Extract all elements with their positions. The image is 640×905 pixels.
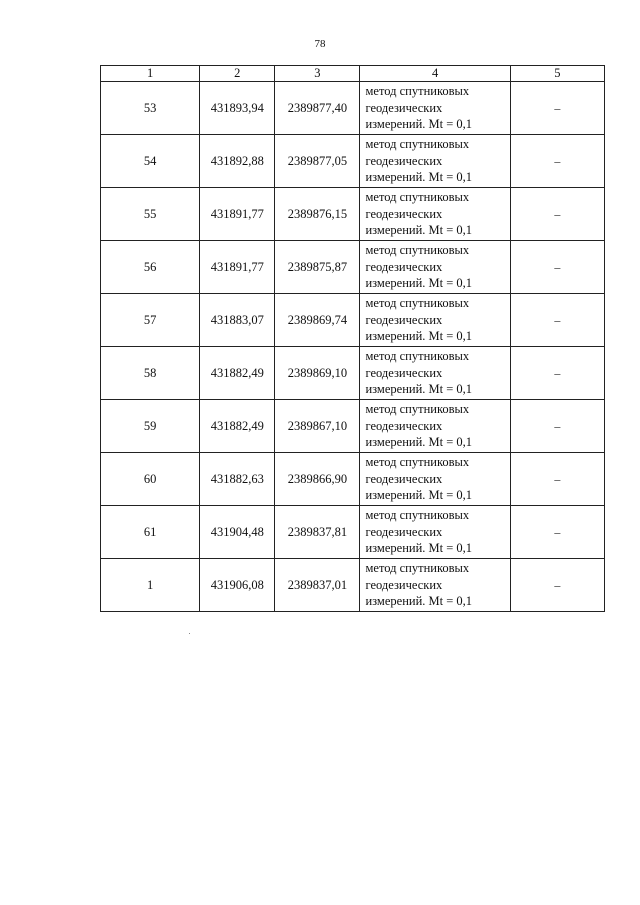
method-line: геодезических [365,206,443,221]
method-line: измерений. Mt = 0,1 [365,488,473,503]
method-line: измерений. Mt = 0,1 [365,223,473,238]
method-line: метод спутниковых [365,190,470,205]
y-coordinate-cell: 2389837,81 [275,506,360,559]
header-cell-3: 3 [275,66,360,82]
point-number-cell: 61 [101,506,200,559]
table-row [101,400,605,453]
method-cell [360,294,510,347]
method-line: метод спутниковых [365,402,470,417]
method-line: метод спутниковых [365,349,470,364]
method-cell [360,400,510,453]
header-cell-5: 5 [510,66,604,82]
method-line: измерений. Mt = 0,1 [365,382,473,397]
method-cell [360,241,510,294]
scan-dot [189,633,190,634]
note-cell: – [510,347,604,400]
method-line: метод спутниковых [365,455,470,470]
table-header-row [101,66,605,82]
method-cell [360,506,510,559]
y-coordinate-cell: 2389869,10 [275,347,360,400]
point-number-cell: 58 [101,347,200,400]
method-cell [360,347,510,400]
x-coordinate-cell: 431892,88 [200,135,275,188]
method-line: метод спутниковых [365,84,470,99]
table-row [101,506,605,559]
method-line: метод спутниковых [365,508,470,523]
method-line: геодезических [365,312,443,327]
method-line: геодезических [365,100,443,115]
header-cell-1: 1 [101,66,200,82]
table-body [101,82,605,612]
y-coordinate-cell: 2389867,10 [275,400,360,453]
x-coordinate-cell: 431891,77 [200,241,275,294]
method-line: геодезических [365,524,443,539]
method-line: измерений. Mt = 0,1 [365,594,473,609]
table-row [101,294,605,347]
x-coordinate-cell: 431891,77 [200,188,275,241]
note-cell: – [510,188,604,241]
note-cell: – [510,135,604,188]
point-number-cell: 60 [101,453,200,506]
method-line: измерений. Mt = 0,1 [365,276,473,291]
note-cell: – [510,453,604,506]
point-number-cell: 55 [101,188,200,241]
table-row [101,453,605,506]
method-line: метод спутниковых [365,561,470,576]
coordinates-table [100,65,605,612]
y-coordinate-cell: 2389866,90 [275,453,360,506]
x-coordinate-cell: 431893,94 [200,82,275,135]
point-number-cell: 56 [101,241,200,294]
y-coordinate-cell: 2389869,74 [275,294,360,347]
method-line: измерений. Mt = 0,1 [365,329,473,344]
method-cell [360,559,510,612]
method-line: метод спутниковых [365,296,470,311]
table-row [101,241,605,294]
point-number-cell: 1 [101,559,200,612]
point-number-cell: 53 [101,82,200,135]
point-number-cell: 57 [101,294,200,347]
method-line: геодезических [365,153,443,168]
table-row [101,82,605,135]
x-coordinate-cell: 431882,49 [200,347,275,400]
y-coordinate-cell: 2389837,01 [275,559,360,612]
method-line: метод спутниковых [365,137,470,152]
header-cell-2: 2 [200,66,275,82]
note-cell: – [510,82,604,135]
x-coordinate-cell: 431882,63 [200,453,275,506]
note-cell: – [510,400,604,453]
note-cell: – [510,559,604,612]
table-row [101,347,605,400]
point-number-cell: 54 [101,135,200,188]
note-cell: – [510,294,604,347]
method-line: измерений. Mt = 0,1 [365,117,473,132]
method-cell [360,188,510,241]
x-coordinate-cell: 431904,48 [200,506,275,559]
method-line: измерений. Mt = 0,1 [365,541,473,556]
method-cell [360,135,510,188]
point-number-cell: 59 [101,400,200,453]
y-coordinate-cell: 2389875,87 [275,241,360,294]
method-line: геодезических [365,471,443,486]
table-row [101,135,605,188]
method-line: геодезических [365,365,443,380]
method-line: геодезических [365,259,443,274]
method-cell [360,453,510,506]
y-coordinate-cell: 2389877,40 [275,82,360,135]
method-line: измерений. Mt = 0,1 [365,170,473,185]
x-coordinate-cell: 431882,49 [200,400,275,453]
method-cell [360,82,510,135]
method-line: геодезических [365,577,443,592]
table-row [101,188,605,241]
header-cell-4: 4 [360,66,510,82]
page-number: 78 [314,38,326,50]
x-coordinate-cell: 431883,07 [200,294,275,347]
y-coordinate-cell: 2389877,05 [275,135,360,188]
note-cell: – [510,506,604,559]
method-line: измерений. Mt = 0,1 [365,435,473,450]
table-row [101,559,605,612]
note-cell: – [510,241,604,294]
x-coordinate-cell: 431906,08 [200,559,275,612]
y-coordinate-cell: 2389876,15 [275,188,360,241]
method-line: геодезических [365,418,443,433]
method-line: метод спутниковых [365,243,470,258]
